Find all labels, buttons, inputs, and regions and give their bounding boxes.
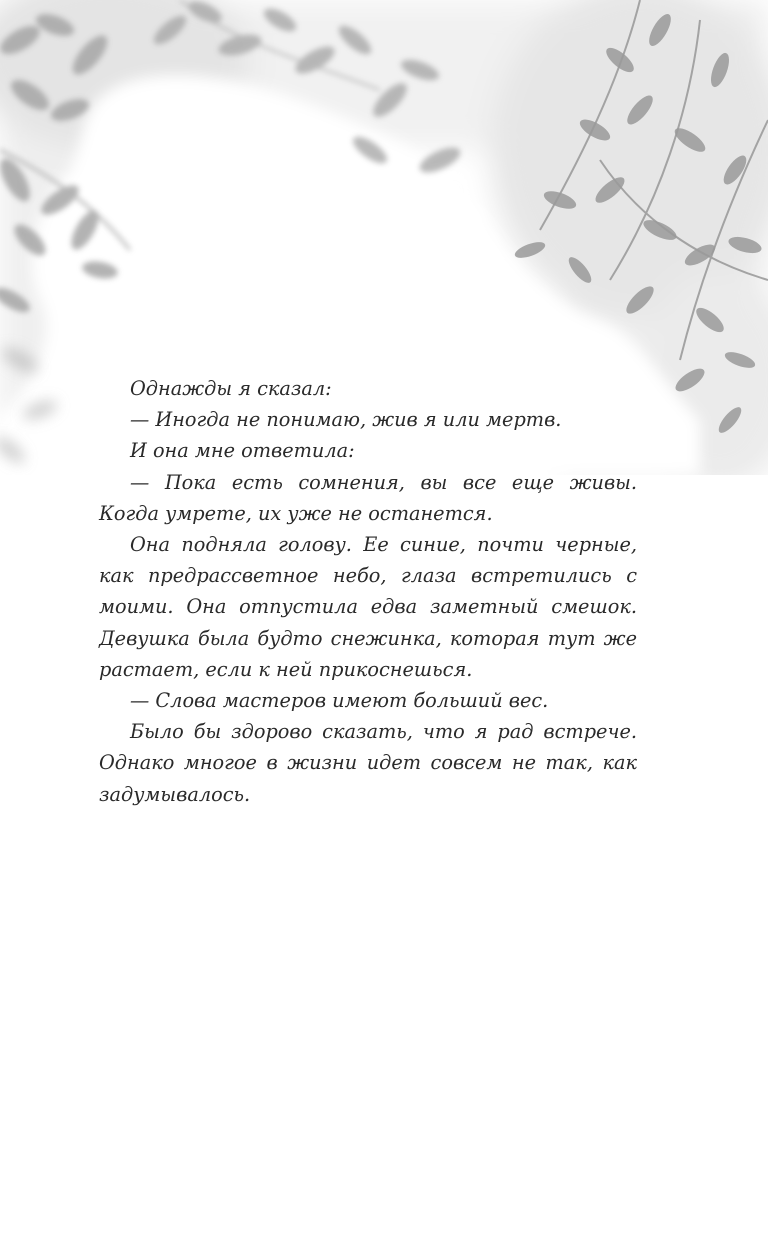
paragraph-4: — Пока есть сомнения, вы все еще живы. Когда умрете, их уже не останется.	[99, 470, 637, 525]
paragraph-1: Однажды я сказал:	[130, 377, 332, 400]
paragraph-7: Было бы здорово сказать, что я рад встрече. Однако многое в жизни идет совсем не так, как задумывалось.	[99, 720, 637, 806]
paragraph-5: Она подняла голову. Ее синие, почти черные, как предрассветное небо, глаза встретились с моими. Она отпустила едва заметный смешок. Девушка была будто снежинка, которая тут же растает, если к ней прикоснешься.	[99, 533, 637, 681]
paragraph-3: И она мне ответила:	[130, 439, 355, 463]
paragraph-6: — Слова мастеров имеют больший вес.	[130, 689, 549, 713]
paragraph-2: — Иногда не понимаю, жив я или мертв.	[130, 408, 562, 432]
story-text	[99, 373, 637, 810]
